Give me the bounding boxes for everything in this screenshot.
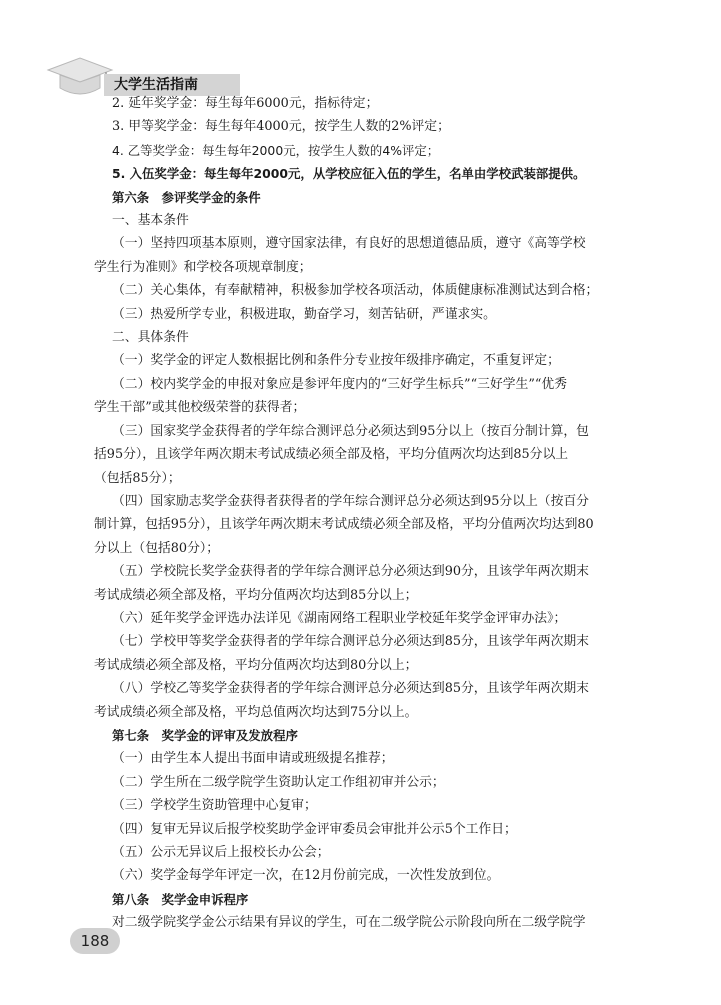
- text-line: 考试成绩必须全部及格，平均分值两次均达到80分以上；: [94, 657, 418, 673]
- text-line: （二）关心集体，有奉献精神，积极参加学校各项活动，体质健康标准测试达到合格；: [112, 283, 599, 299]
- text-line: （二）校内奖学金的申报对象应是参评年度内的“三好学生标兵”“三好学生”“优秀: [112, 376, 568, 392]
- text-line: 对二级学院奖学金公示结果有异议的学生，可在二级学院公示阶段向所在二级学院学: [112, 915, 586, 931]
- text-line: （一）奖学金的评定人数根据比例和条件分专业按年级排序确定，不重复评定；: [112, 353, 560, 369]
- text-line: （四）复审无异议后报学校奖助学金评审委员会审批并公示5个工作日；: [112, 821, 517, 837]
- text-line: 3. 甲等奖学金：每生每年4000元，按学生人数的2%评定；: [112, 119, 450, 135]
- text-line: （二）学生所在二级学院学生资助认定工作组初审并公示；: [112, 774, 445, 790]
- section-heading: 第六条 参评奖学金的条件: [112, 189, 261, 205]
- text-line: （三）学校学生资助管理中心复审；: [112, 798, 317, 814]
- section-heading: 第七条 奖学金的评审及发放程序: [112, 727, 298, 743]
- text-line: 一、基本条件: [112, 213, 189, 229]
- text-line: （四）国家励志奖学金获得者获得者的学年综合测评总分必须达到95分以上（按百分: [112, 493, 589, 509]
- text-line: 分以上（包括80分）；: [94, 540, 220, 556]
- text-line: 制计算，包括95分），且该学年两次期末考试成绩必须全部及格，平均分值两次均达到80: [94, 517, 594, 533]
- text-line: （七）学校甲等奖学金获得者的学年综合测评总分必须达到85分，且该学年两次期末: [112, 634, 589, 650]
- text-line: （一）坚持四项基本原则，遵守国家法律，有良好的思想道德品质，遵守《高等学校: [112, 236, 586, 252]
- text-line: （五）公示无异议后上报校长办公会；: [112, 845, 330, 860]
- text-line: 考试成绩必须全部及格，平均分值两次均达到85分以上；: [94, 587, 418, 603]
- header-title: 大学生活指南: [104, 74, 240, 96]
- text-line: 括95分），且该学年两次期末考试成绩必须全部及格，平均分值两次均达到85分以上: [94, 447, 569, 463]
- text-line: 学生干部”或其他校级荣誉的获得者；: [94, 400, 306, 416]
- text-line: 4. 乙等奖学金：每生每年2000元，按学生人数的4%评定；: [112, 142, 440, 158]
- page-number: 188: [70, 928, 120, 954]
- text-line: （三）国家奖学金获得者的学年综合测评总分必须达到95分以上（按百分制计算，包: [112, 423, 589, 439]
- text-line: （六）延年奖学金评选办法详见《湖南网络工程职业学校延年奖学金评审办法》；: [112, 610, 567, 626]
- section-heading: 第八条 奖学金申诉程序: [112, 891, 249, 907]
- text-line: 5. 入伍奖学金：每生每年2000元，从学校应征入伍的学生，名单由学校武装部提供。: [112, 166, 586, 182]
- document-body: [94, 92, 624, 935]
- text-line: 考试成绩必须全部及格，平均总值两次均达到75分以上。: [94, 704, 418, 720]
- text-line: （五）学校院长奖学金获得者的学年综合测评总分必须达到90分，且该学年两次期末: [112, 564, 589, 580]
- text-line: （包括85分）；: [94, 470, 181, 486]
- text-line: （一）由学生本人提出书面申请或班级提名推荐；: [112, 751, 394, 767]
- text-line: 2. 延年奖学金：每生每年6000元，指标待定；: [112, 96, 379, 111]
- text-line: （三）热爱所学专业，积极进取，勤奋学习，刻苦钻研，严谨求实。: [112, 306, 496, 322]
- text-line: 学生行为准则》和学校各项规章制度；: [94, 259, 312, 275]
- text-line: 二、具体条件: [112, 330, 189, 346]
- text-line: （八）学校乙等奖学金获得者的学年综合测评总分必须达到85分，且该学年两次期末: [112, 681, 589, 697]
- text-line: （六）奖学金每学年评定一次，在12月份前完成，一次性发放到位。: [112, 868, 500, 884]
